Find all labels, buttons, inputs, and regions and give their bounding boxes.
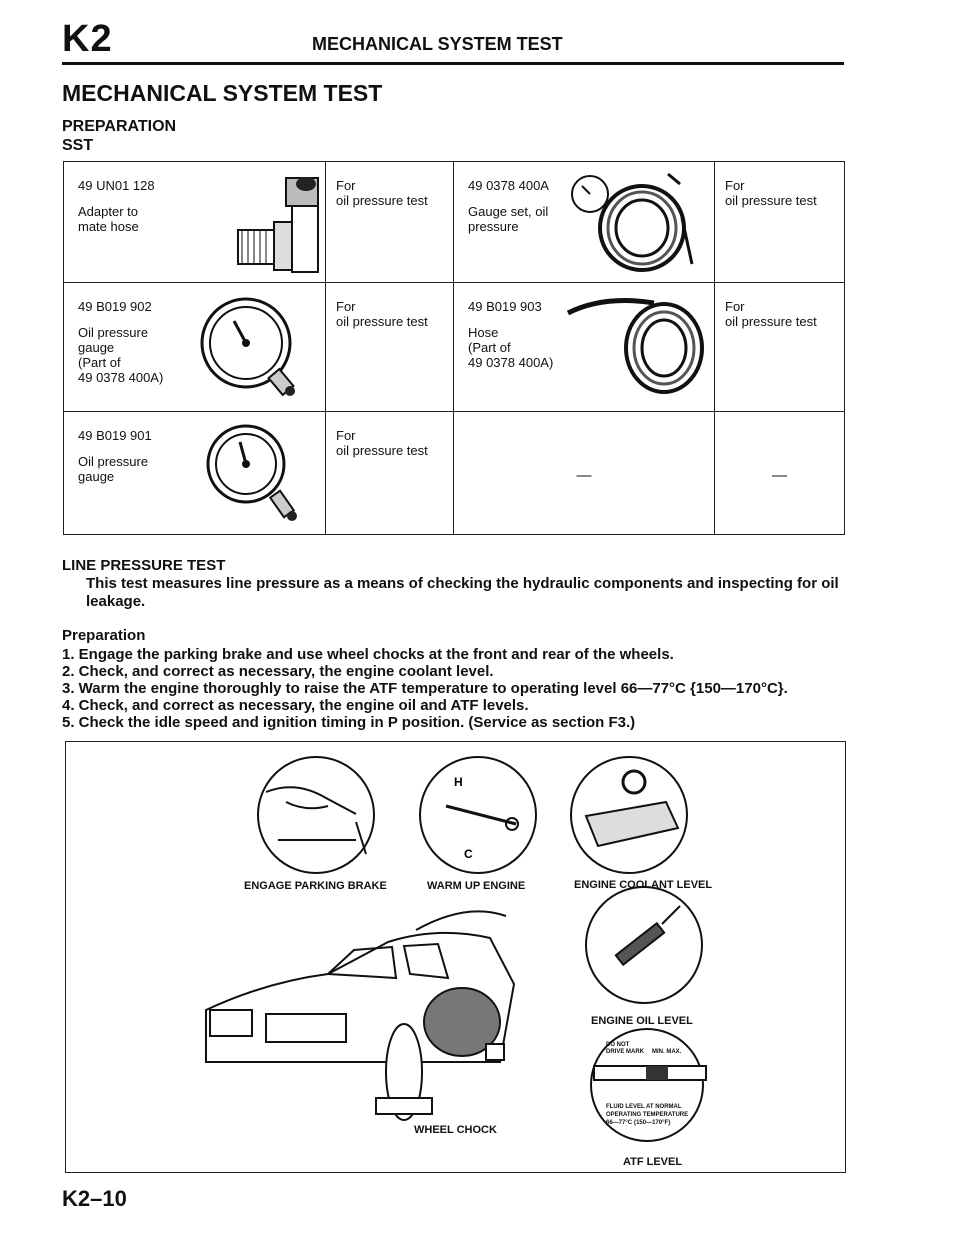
preparation-title: Preparation <box>62 627 146 644</box>
caption-warm-up: WARM UP ENGINE <box>427 880 526 892</box>
part-number: 49 UN01 128 <box>78 178 155 193</box>
line-pressure-test-description: This test measures line pressure as a means of checking the hydraulic components and inspecting for oil leakage. <box>86 575 839 610</box>
sst-cell <box>454 162 715 283</box>
empty-dash: — <box>576 467 592 484</box>
caption-coolant: ENGINE COOLANT LEVEL <box>574 879 713 891</box>
part-description: Adapter to mate hose <box>78 204 139 234</box>
dipstick-min-max: MIN. MAX. <box>652 1049 682 1055</box>
dipstick-temp: 66—77°C {150—170°F} <box>606 1120 671 1126</box>
part-description: Hose (Part of 49 0378 400A) <box>468 325 554 370</box>
part-description: Oil pressure gauge (Part of 49 0378 400A) <box>78 325 164 385</box>
part-number: 49 0378 400A <box>468 178 549 193</box>
hose-illustration <box>564 293 714 403</box>
dipstick-drive-mark: DRIVE MARK <box>606 1049 645 1055</box>
dipstick-fluid-level: FLUID LEVEL AT NORMAL <box>606 1104 682 1110</box>
preparation-steps <box>62 646 852 731</box>
part-use: For oil pressure test <box>336 428 428 458</box>
list-item: 2. Check, and correct as necessary, the engine coolant level. <box>62 663 494 680</box>
sst-cell <box>715 283 845 412</box>
part-number: 49 B019 901 <box>78 428 152 443</box>
list-item: 3. Warm the engine thoroughly to raise the ATF temperature to operating level 66—77°C {150—170°C}. <box>62 680 788 697</box>
illustration-drawing <box>66 742 845 1172</box>
dipstick-do-not: DO NOT <box>606 1042 630 1048</box>
adapter-illustration <box>224 168 324 278</box>
part-number: 49 B019 903 <box>468 299 542 314</box>
empty-dash: — <box>772 467 787 484</box>
sst-cell <box>326 412 454 535</box>
part-number: 49 B019 902 <box>78 299 152 314</box>
preparation-heading: PREPARATION <box>62 118 177 135</box>
part-use: For oil pressure test <box>725 178 817 208</box>
sst-cell <box>454 283 715 412</box>
caption-oil: ENGINE OIL LEVEL <box>591 1015 693 1027</box>
sst-table <box>63 161 845 535</box>
caption-atf: ATF LEVEL <box>623 1156 683 1168</box>
gauge-hot-label: H <box>454 775 463 789</box>
gauge-cold-label: C <box>464 847 473 861</box>
gauge-set-illustration <box>564 168 714 278</box>
page-title: MECHANICAL SYSTEM TEST <box>62 80 383 106</box>
part-use: For oil pressure test <box>336 299 428 329</box>
list-item: 1. Engage the parking brake and use wheel chocks at the front and rear of the wheels. <box>62 646 674 663</box>
sst-cell <box>454 412 715 535</box>
preparation-illustration <box>65 741 846 1173</box>
oil-pressure-gauge-illustration <box>194 422 314 532</box>
sst-cell <box>64 162 326 283</box>
table-row <box>64 162 845 283</box>
caption-wheel-chock: WHEEL CHOCK <box>414 1124 497 1136</box>
table-row <box>64 412 845 535</box>
caption-parking-brake: ENGAGE PARKING BRAKE <box>244 880 387 892</box>
oil-pressure-gauge-illustration <box>194 293 314 403</box>
page-number: K2–10 <box>62 1186 127 1211</box>
list-item: 4. Check, and correct as necessary, the engine oil and ATF levels. <box>62 697 529 714</box>
part-description: Gauge set, oil pressure <box>468 204 549 234</box>
header-rule <box>62 62 844 65</box>
sst-cell <box>326 162 454 283</box>
sst-cell <box>64 283 326 412</box>
part-description: Oil pressure gauge <box>78 454 149 484</box>
sst-cell <box>64 412 326 535</box>
sst-cell <box>715 412 845 535</box>
sst-heading: SST <box>62 137 94 154</box>
list-item: 5. Check the idle speed and ignition timing in P position. (Service as section F3.) <box>62 714 636 731</box>
section-code: K2 <box>62 18 113 60</box>
table-row <box>64 283 845 412</box>
sst-cell <box>326 283 454 412</box>
line-pressure-test-title: LINE PRESSURE TEST <box>62 557 226 574</box>
dipstick-operating: OPERATING TEMPERATURE <box>606 1112 689 1118</box>
sst-cell <box>715 162 845 283</box>
header-title: MECHANICAL SYSTEM TEST <box>312 34 563 54</box>
part-use: For oil pressure test <box>725 299 817 329</box>
part-use: For oil pressure test <box>336 178 428 208</box>
